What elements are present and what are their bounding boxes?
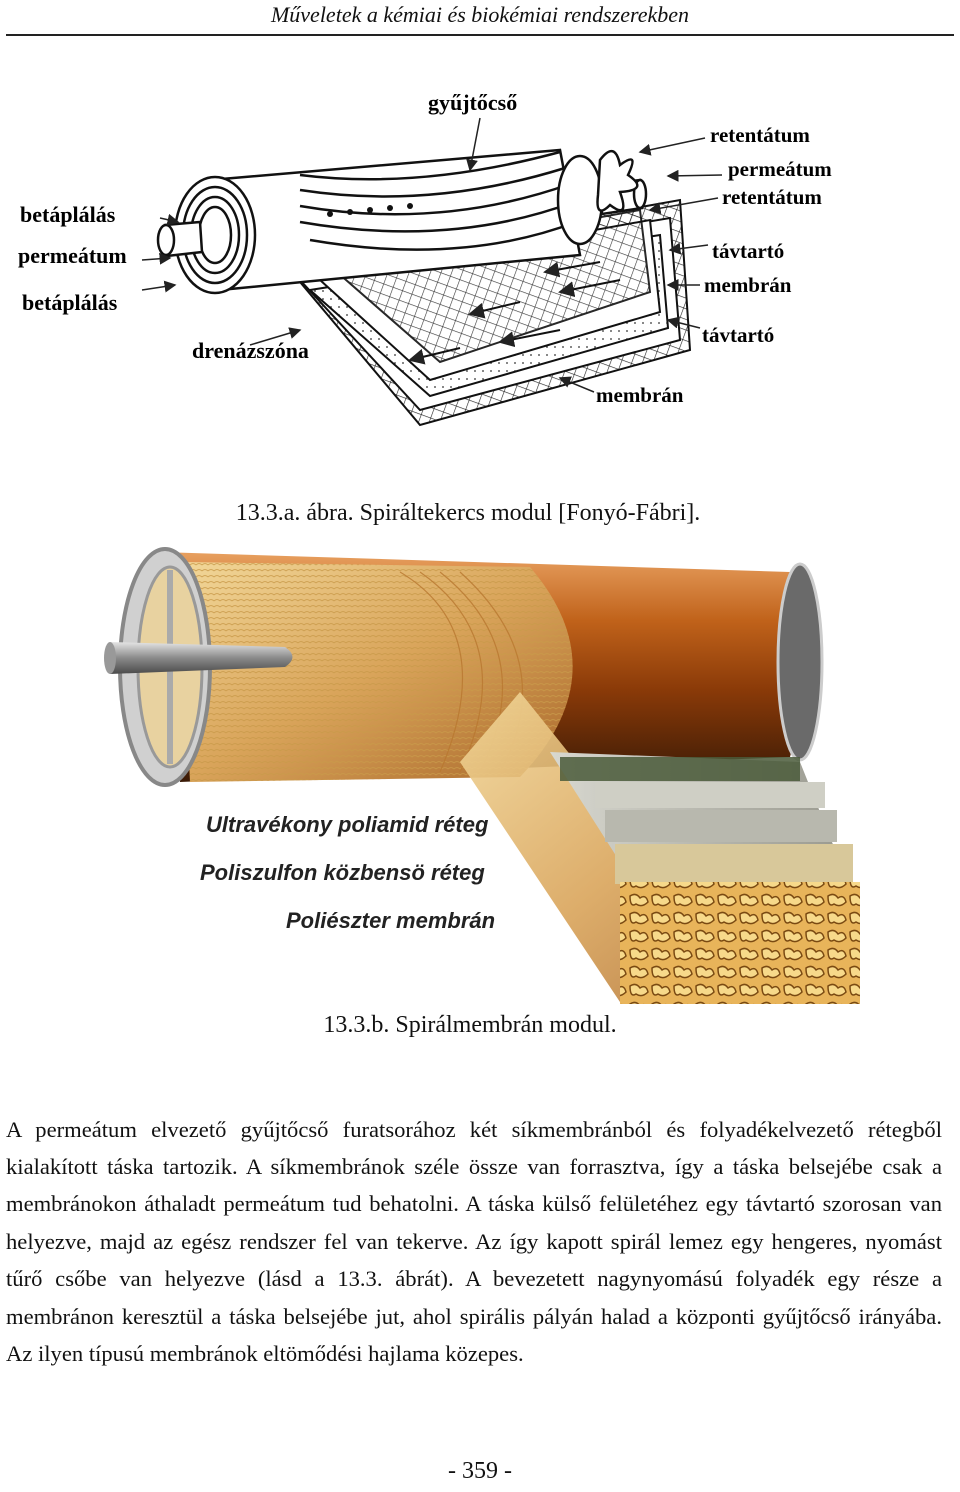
label-gyujtocso: gyűjtőcső: [428, 90, 518, 115]
label-layer-polyamide: Ultravékony poliamid réteg: [206, 812, 489, 837]
label-betaplalas-1: betáplálás: [20, 202, 116, 227]
running-header: Műveletek a kémiai és biokémiai rendszerekben: [270, 2, 690, 27]
body-paragraph: A permeátum elvezető gyűjtőcső furatsorához két síkmembránból és folyadékelvezető rétegből kialakított táska tartozik. A síkmembránok széle össze van forrasztva, így a táska belsejébe csak a membránokon áthaladt permeátum tud behatolni. A táska külső felületéhez egy távtartó szorosan van helyezve, majd az egész rendszer fel van tekerve. Az így kapott spirál lemez egy hengeres, nyomást tűrő csőbe van helyezve (lásd a 13.3. ábrát). A bevezetett nagynyomású folyadék egy része a membránon keresztül a táska belsejébe jut, ahol spirális pályán halad a központi gyűjtőcső irányába. Az ilyen típusú membránok eltömődési hajlama közepes.: [6, 1116, 942, 1367]
page-number: - 359 -: [448, 1458, 512, 1484]
label-drenazszona: drenázszóna: [192, 338, 309, 363]
right-end-cap: [778, 564, 822, 760]
label-membran-2: membrán: [596, 383, 684, 407]
label-betaplalas-2: betáplálás: [22, 290, 118, 315]
label-retentatum-1: retentátum: [710, 123, 810, 147]
label-permeatum-left: permeátum: [18, 243, 127, 268]
figure-spiral-wound-module-drawing: [0, 80, 960, 440]
label-permeatum-right: permeátum: [728, 157, 832, 181]
polyester-support-layer: [620, 882, 860, 1004]
label-tavtarto-1: távtartó: [712, 239, 785, 263]
header-rule: [6, 34, 954, 36]
figure-b-caption: 13.3.b. Spirálmembrán modul.: [323, 1012, 617, 1038]
figure-a-caption: 13.3.a. ábra. Spiráltekercs modul [Fonyó-Fábri].: [235, 500, 701, 526]
label-retentatum-2: retentátum: [722, 185, 822, 209]
figure-spiral-membrane-module-illustration: [100, 532, 860, 1004]
label-tavtarto-2: távtartó: [702, 323, 775, 347]
label-layer-polysulfone: Poliszulfon közbensö réteg: [200, 860, 485, 885]
label-layer-polyester: Poliészter membrán: [286, 908, 496, 933]
label-membran-1: membrán: [704, 273, 792, 297]
